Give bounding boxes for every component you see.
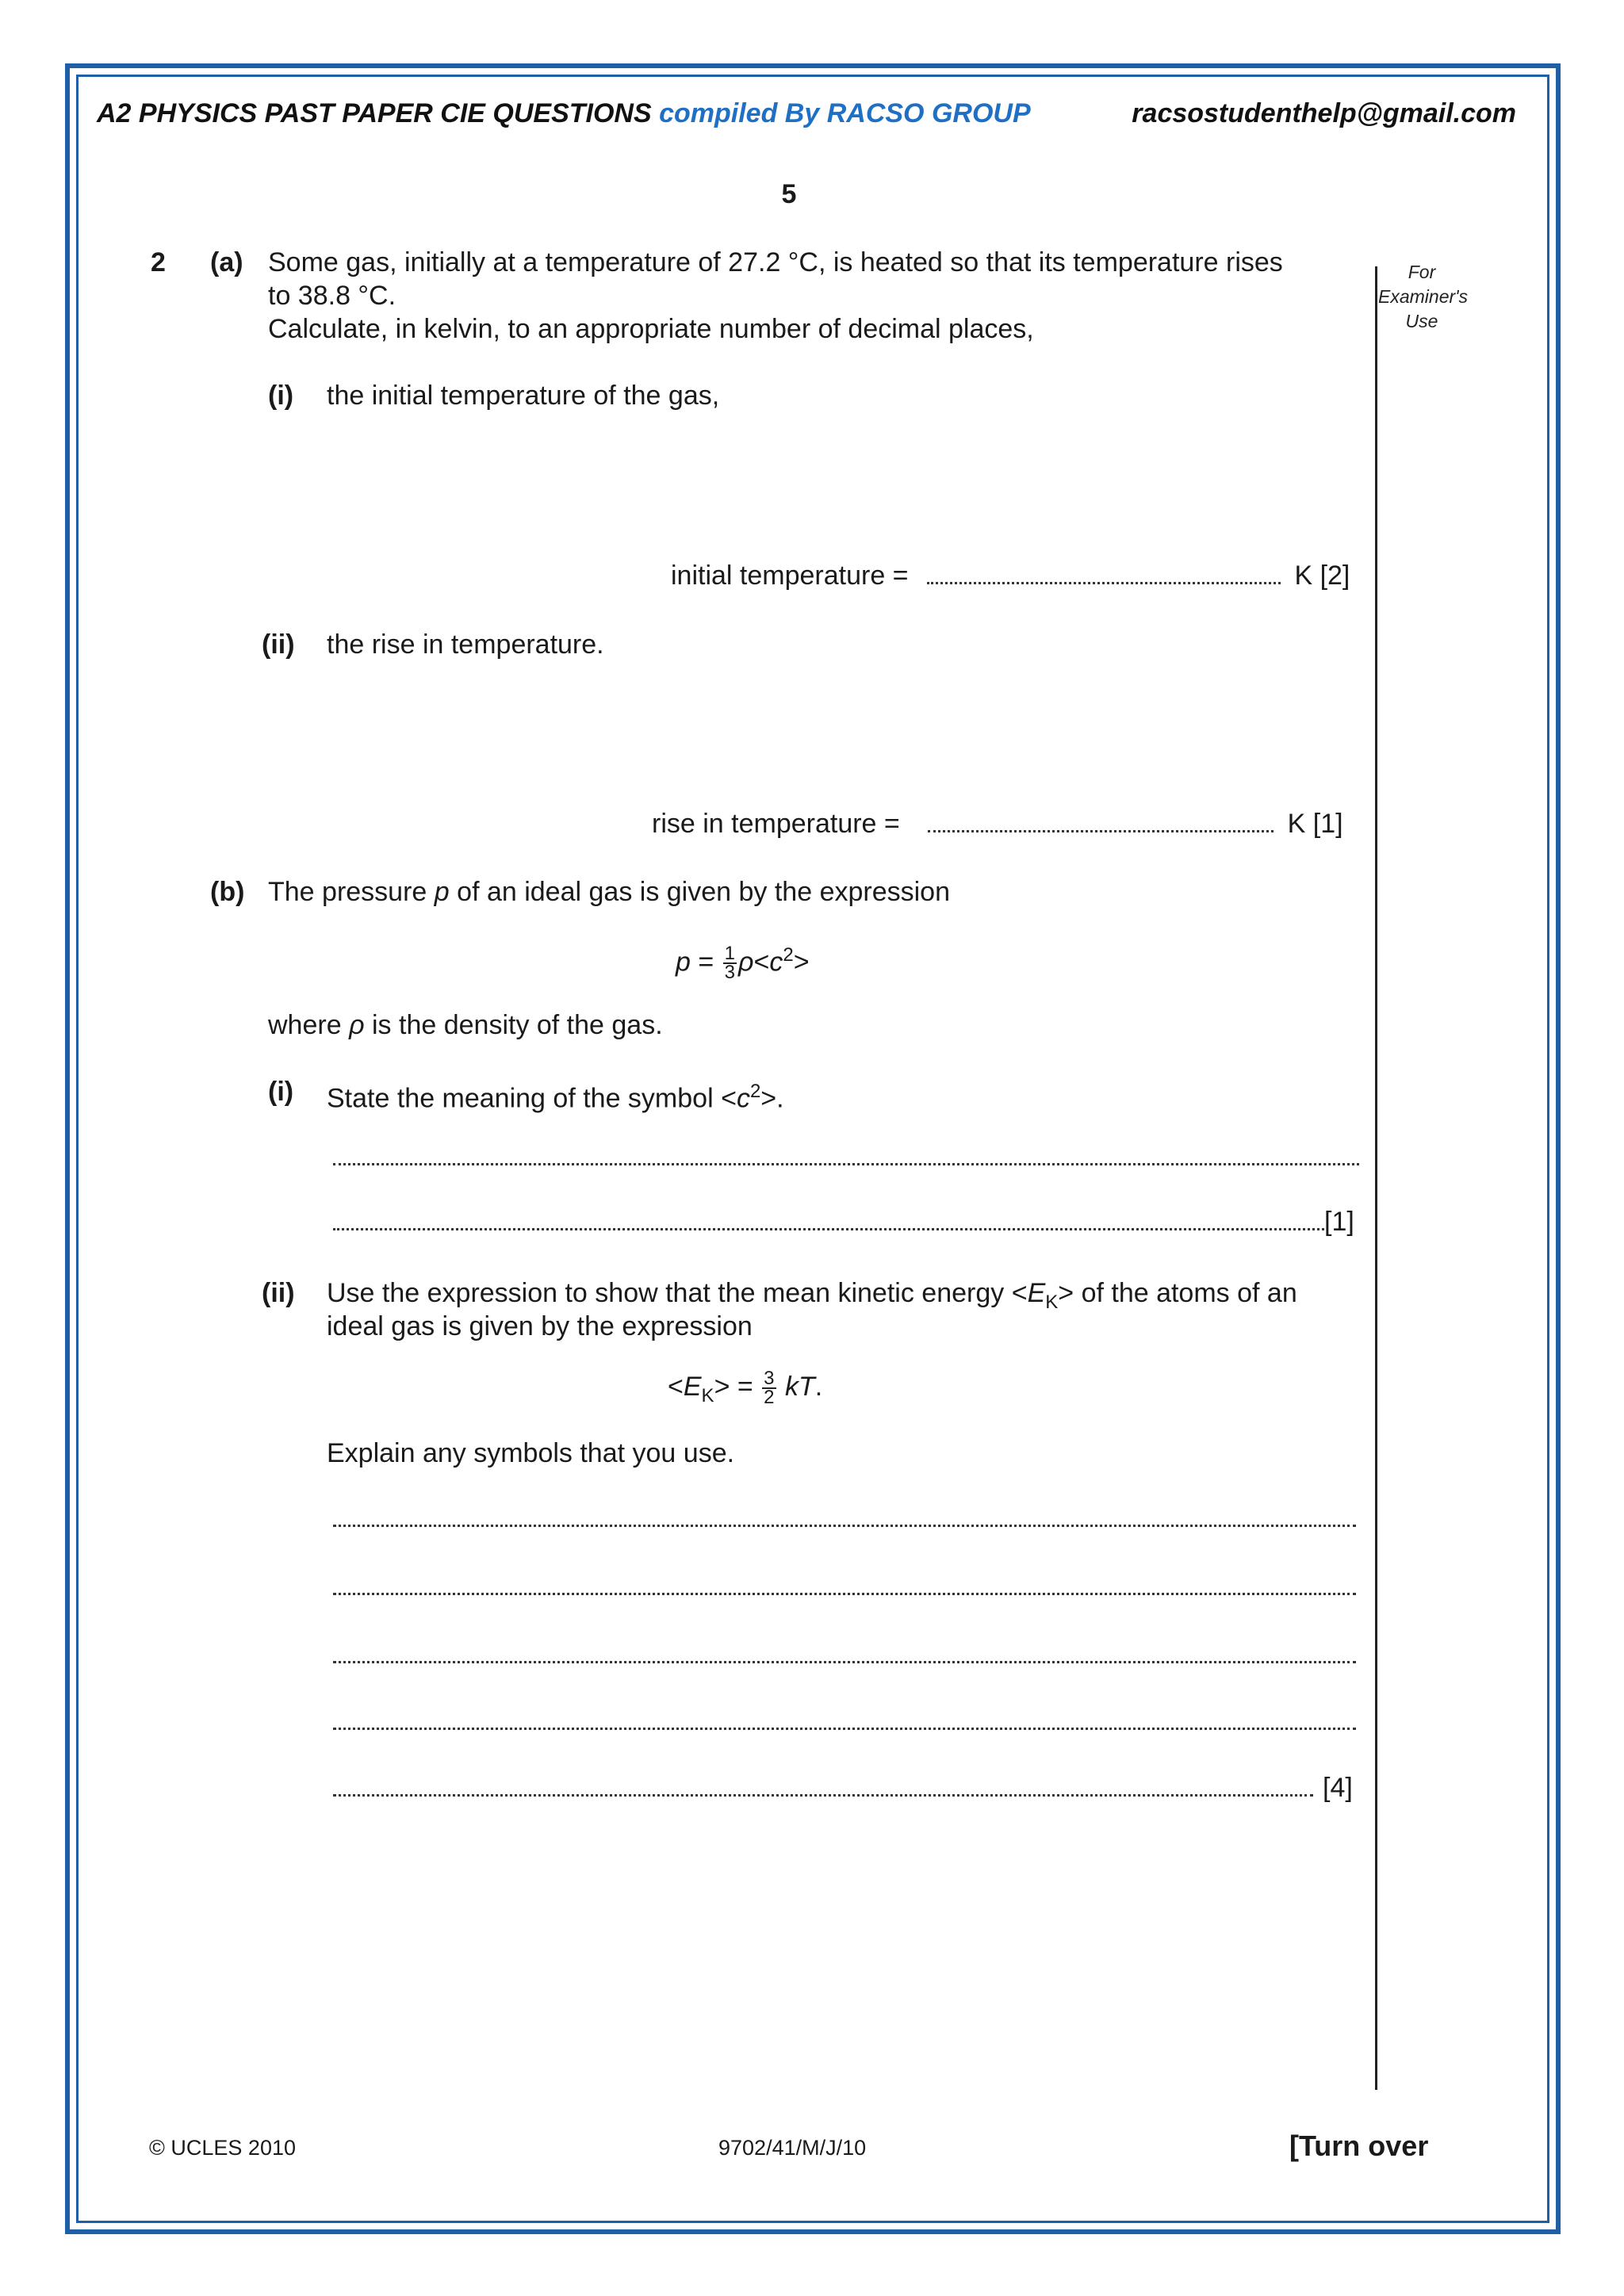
- footer-copyright: © UCLES 2010: [149, 2136, 296, 2160]
- fraction-one-third: [723, 945, 737, 982]
- header-email: racsostudenthelp@gmail.com: [1132, 98, 1516, 128]
- formula-c: c: [769, 947, 783, 978]
- answer-line[interactable]: [333, 1140, 1359, 1173]
- symbol-exponent: 2: [749, 1081, 761, 1102]
- rise-temperature-unit-marks: K [1]: [1287, 809, 1343, 839]
- formula-rho: ρ: [738, 947, 754, 978]
- answer-dots: [333, 1571, 1356, 1595]
- formula-lt: <: [753, 947, 770, 978]
- answer-line[interactable]: [333, 1205, 1354, 1238]
- part-a-i-label: (i): [268, 381, 294, 411]
- ke-T: T: [798, 1372, 815, 1402]
- initial-temperature-answer-line: [671, 559, 1350, 592]
- kinetic-energy-formula: [668, 1370, 822, 1413]
- answer-line[interactable]: [333, 1705, 1356, 1738]
- energy-subscript: K: [1045, 1291, 1059, 1313]
- density-symbol: ρ: [349, 1010, 365, 1040]
- pressure-symbol: p: [434, 877, 450, 907]
- examiner-use-label: [1378, 260, 1469, 334]
- part-b-stem-post: of an ideal gas is given by the expression: [457, 877, 950, 907]
- answer-dots: [333, 1206, 1324, 1230]
- page-number: 5: [781, 179, 797, 209]
- formula-exponent: 2: [783, 944, 794, 966]
- formula-gt: >: [793, 947, 810, 978]
- pressure-formula: [676, 939, 810, 982]
- part-b-ii-line1-post: > of the atoms of an: [1058, 1278, 1297, 1308]
- part-a-label: (a): [210, 247, 243, 277]
- answer-line[interactable]: [333, 1771, 1353, 1804]
- part-b-i-text-pre: State the meaning of the symbol: [327, 1083, 714, 1114]
- ke-subscript: K: [701, 1384, 714, 1406]
- answer-line[interactable]: [333, 1570, 1356, 1603]
- part-b-where: [268, 1008, 663, 1042]
- part-a-stem-line2: to 38.8 °C.: [268, 281, 396, 311]
- where-pre: where: [268, 1010, 342, 1040]
- where-post: is the density of the gas.: [372, 1010, 663, 1040]
- symbol-c: c: [736, 1083, 750, 1114]
- answer-dots: [333, 1141, 1359, 1165]
- rise-temperature-label: rise in temperature =: [652, 809, 900, 839]
- ke-k: k: [784, 1372, 799, 1402]
- fraction-numerator: 3: [764, 1368, 775, 1390]
- ke-lt: <: [668, 1372, 684, 1402]
- formula-p: p: [676, 947, 691, 978]
- explain-symbols-text: Explain any symbols that you use.: [327, 1438, 735, 1468]
- answer-dots[interactable]: [928, 808, 1274, 832]
- part-b-ii-line1-pre: Use the expression to show that the mean kinetic energy <: [327, 1278, 1028, 1308]
- formula-equals: =: [690, 947, 722, 978]
- answer-line[interactable]: [333, 1638, 1356, 1671]
- part-a-ii-label: (ii): [262, 629, 295, 660]
- fraction-denominator: 3: [724, 962, 736, 984]
- part-b-ii-label: (ii): [262, 1278, 295, 1308]
- part-b-ii-line2: ideal gas is given by the expression: [327, 1311, 753, 1341]
- energy-symbol: E: [1027, 1278, 1046, 1308]
- symbol-end: .: [776, 1083, 784, 1114]
- ke-gt: >: [714, 1372, 730, 1402]
- examiner-margin-rule: [1375, 266, 1377, 2090]
- fraction-denominator: 2: [764, 1387, 775, 1409]
- ke-equals: =: [730, 1372, 761, 1402]
- initial-temperature-unit-marks: K [2]: [1294, 561, 1350, 591]
- turn-over-label: [Turn over: [1289, 2130, 1429, 2162]
- part-a-ii-text: the rise in temperature.: [327, 629, 604, 660]
- answer-dots: [333, 1502, 1356, 1527]
- footer-paper-code: 9702/41/M/J/10: [718, 2136, 867, 2160]
- part-b-i-text: [327, 1075, 784, 1115]
- initial-temperature-label: initial temperature =: [671, 561, 909, 591]
- header-title-compiled: compiled By RACSO GROUP: [659, 98, 1031, 128]
- ke-end: .: [814, 1372, 823, 1402]
- fraction-numerator: 1: [724, 943, 736, 965]
- part-b-stem-pre: The pressure: [268, 877, 427, 907]
- examiner-label-line: For: [1408, 262, 1436, 282]
- part-b-label: (b): [210, 877, 245, 907]
- part-b-stem: [268, 875, 950, 909]
- ke-E: E: [683, 1372, 702, 1402]
- part-a-i-text: the initial temperature of the gas,: [327, 381, 720, 411]
- answer-dots: [333, 1639, 1356, 1663]
- part-b-i-marks: [1]: [1324, 1207, 1354, 1237]
- question-number: 2: [151, 247, 166, 277]
- rise-temperature-answer-line: [652, 807, 1343, 840]
- symbol-lt: <: [721, 1083, 737, 1114]
- examiner-label-line: Use: [1405, 311, 1438, 331]
- fraction-three-halves: [762, 1368, 776, 1409]
- part-a-stem-line3: Calculate, in kelvin, to an appropriate number of decimal places,: [268, 314, 1034, 344]
- part-b-i-label: (i): [268, 1077, 294, 1107]
- header-title: [97, 98, 1031, 129]
- part-a-stem-line1: Some gas, initially at a temperature of 27.2 °C, is heated so that its temperature rises: [268, 247, 1283, 277]
- examiner-label-line: Examiner's: [1378, 286, 1469, 307]
- answer-dots: [333, 1772, 1313, 1797]
- symbol-gt: >: [760, 1083, 777, 1114]
- answer-line[interactable]: [333, 1502, 1356, 1535]
- part-b-ii-marks: [4]: [1323, 1773, 1353, 1803]
- answer-dots: [333, 1705, 1356, 1730]
- header-title-main: A2 PHYSICS PAST PAPER CIE QUESTIONS: [97, 98, 652, 128]
- answer-dots[interactable]: [927, 560, 1281, 584]
